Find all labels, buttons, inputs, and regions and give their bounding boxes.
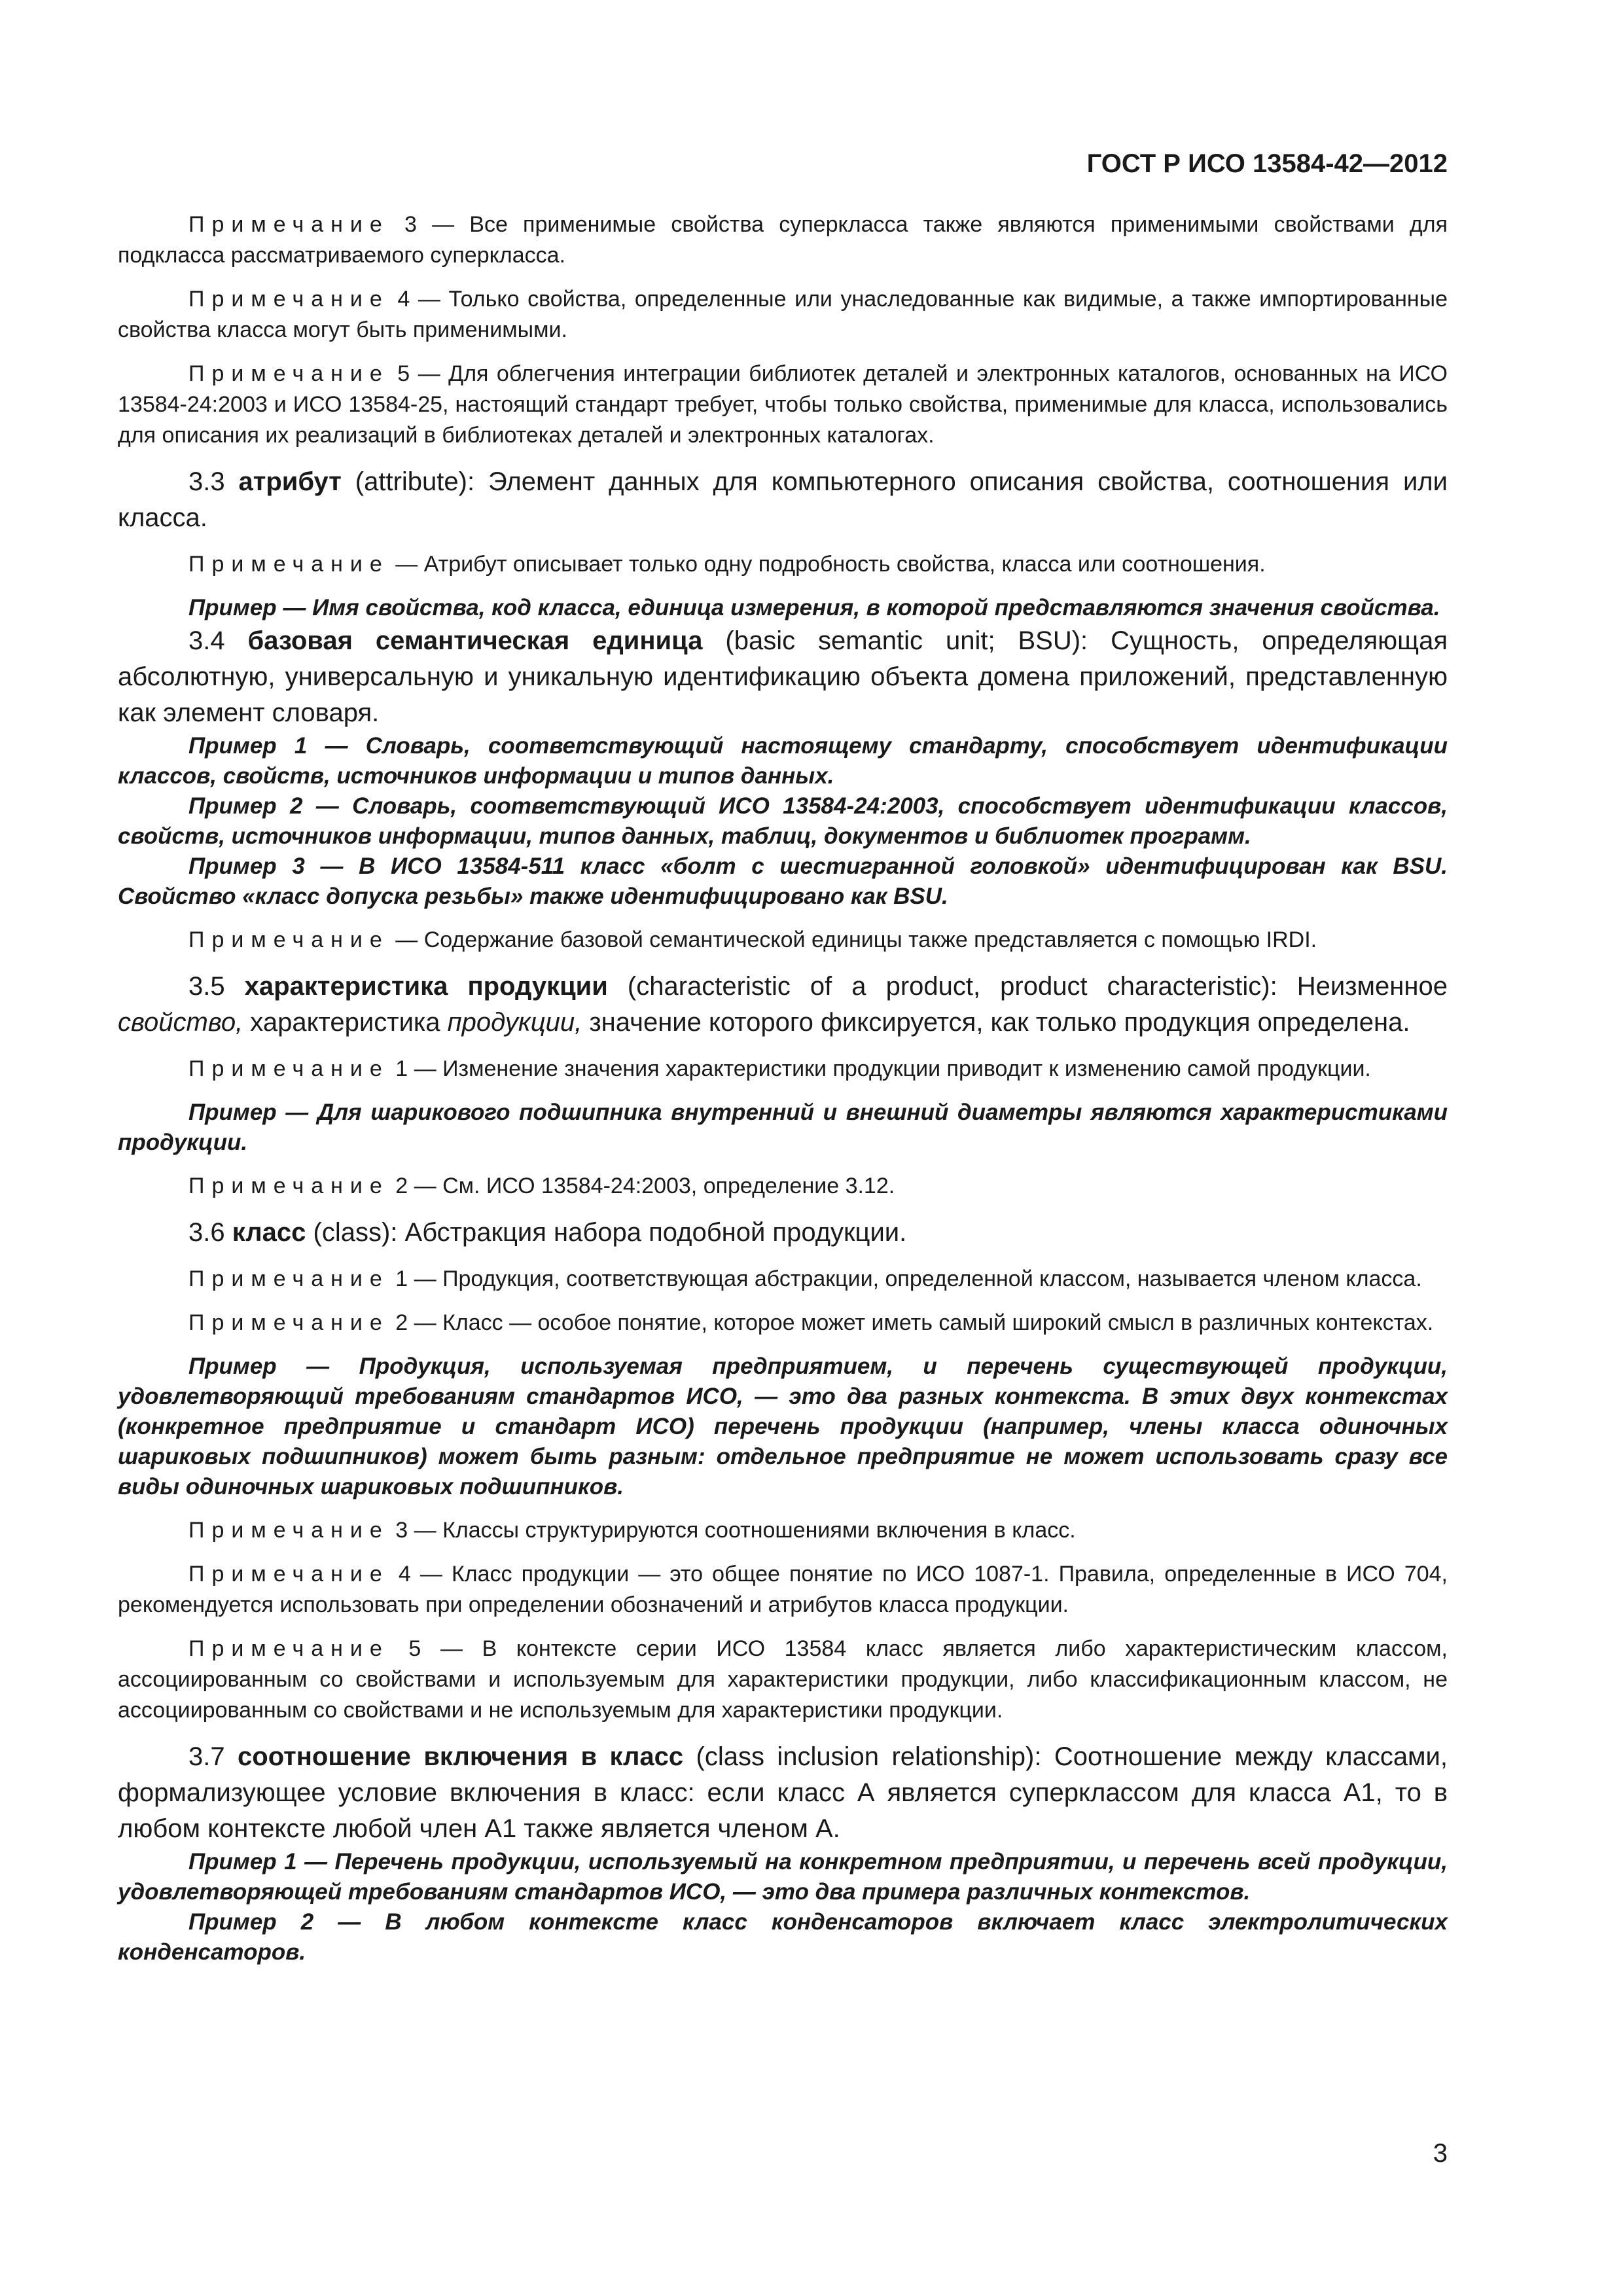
note-dash: — [418, 361, 440, 386]
term-3-3 [118, 464, 1448, 536]
term-definition: Абстракция набора подобной продукции. [404, 1218, 907, 1247]
note-text: Для облегчения интеграции библиотек деталей и электронных каталогов, основанных на ИСО 13584-24:2003 и ИСО 13584-25, настоящий стандарт требует, чтобы только свойства, применимые для класса, использовались для описания их реализаций в библиотеках деталей и электронных каталогах. [118, 361, 1448, 448]
note-number: 5 [397, 361, 410, 386]
note-3-6-2 [118, 1308, 1448, 1338]
note-dash: — [419, 1562, 442, 1587]
term-number: 3.6 [188, 1218, 225, 1247]
note-dash: — [395, 927, 418, 952]
term-definition-c: характеристика [250, 1008, 440, 1037]
example-3-4-2: Пример 2 — Словарь, соответствующий ИСО 13584-24:2003, способствует идентификации классов, свойств, источников информации, типов данных, таблиц, документов и библиотек программ. [118, 793, 1448, 849]
term-definition-b: свойство, [118, 1008, 243, 1037]
note-text: Содержание базовой семантической единицы также представляется с помощью IRDI. [423, 927, 1317, 952]
example-3-4-3: Пример 3 — В ИСО 13584-511 класс «болт с шестигранной головкой» идентифицирован как BSU. Свойство «класс допуска резьбы» также идентифицировано как BSU. [118, 853, 1448, 909]
note-4 [118, 284, 1448, 346]
note-dash: — [414, 1174, 437, 1198]
note-dash: — [414, 1056, 437, 1081]
note-label: Примечание [188, 927, 389, 952]
document-body [118, 209, 1448, 1967]
note-text: Только свойства, определенные или унаследованные как видимые, а также импортированные свойства класса могут быть применимыми. [118, 287, 1448, 342]
example-3-7-2: Пример 2 — В любом контексте класс конденсаторов включает класс электролитических конденсаторов. [118, 1909, 1448, 1965]
term-3-4 [118, 623, 1448, 731]
term-definition: Элемент данных для компьютерного описания свойства, соотношения или класса. [118, 467, 1448, 532]
term-3-6 [118, 1215, 1448, 1251]
note-number: 5 [408, 1636, 421, 1661]
note-text: Атрибут описывает только одну подробность свойства, класса или соотношения. [423, 552, 1266, 577]
note-label: Примечание [188, 1562, 389, 1587]
term-name: характеристика продукции [244, 972, 608, 1001]
note-dash: — [414, 1518, 437, 1543]
example-3-4-1: Пример 1 — Словарь, соответствующий настоящему стандарту, способствует идентификации классов, свойств, источников информации и типов данных. [118, 733, 1448, 789]
term-english: (basic semantic unit; BSU): [725, 626, 1088, 655]
note-5 [118, 359, 1448, 451]
note-3-6-4 [118, 1559, 1448, 1621]
note-dash: — [432, 212, 455, 237]
note-label: Примечание [188, 1266, 389, 1291]
note-dash: — [418, 287, 440, 312]
term-english: (attribute): [355, 467, 475, 496]
term-definition-d: продукции, [447, 1008, 582, 1037]
term-name: базовая семантическая единица [247, 626, 703, 655]
note-3 [118, 209, 1448, 271]
term-definition-a: Неизменное [1296, 972, 1448, 1001]
note-number: 1 [395, 1056, 408, 1081]
note-text: Изменение значения характеристики продукции приводит к изменению самой продукции. [442, 1056, 1371, 1081]
note-number: 1 [395, 1266, 408, 1291]
note-dash: — [440, 1636, 463, 1661]
note-dash: — [414, 1310, 437, 1335]
note-3-6-3 [118, 1515, 1448, 1546]
term-english: (class): [313, 1218, 398, 1247]
note-label: Примечание [188, 1636, 389, 1661]
term-english: (class inclusion relationship): [696, 1742, 1042, 1771]
note-label: Примечание [188, 361, 389, 386]
term-definition-e: значение которого фиксируется, как только продукция определена. [589, 1008, 1410, 1037]
note-3-6-5 [118, 1634, 1448, 1726]
note-label: Примечание [188, 1174, 389, 1198]
note-text: Все применимые свойства суперкласса также являются применимыми свойствами для подкласса рассматриваемого суперкласса. [118, 212, 1448, 268]
term-number: 3.7 [188, 1742, 225, 1771]
note-text: В контексте серии ИСО 13584 класс является либо характеристическим классом, ассоциированным со свойствами и используемым для характеристики продукции, либо классификационным классом, не ассоциированным со свойствами и не используемым для характеристики продукции. [118, 1636, 1448, 1723]
note-number: 3 [404, 212, 417, 237]
note-text: Класс продукции — это общее понятие по ИСО 1087-1. Правила, определенные в ИСО 704, рекомендуется использовать при определении обозначений и атрибутов класса продукции. [118, 1562, 1448, 1617]
note-label: Примечание [188, 1056, 389, 1081]
document-header: ГОСТ Р ИСО 13584-42—2012 [1086, 149, 1448, 178]
term-number: 3.4 [188, 626, 225, 655]
term-definition: Сущность, определяющая абсолютную, универсальную и уникальную идентификацию объекта домена приложений, представленную как элемент словаря. [118, 626, 1448, 727]
note-text: Классы структурируются соотношениями включения в класс. [442, 1518, 1076, 1543]
example-3-7-1: Пример 1 — Перечень продукции, используемый на конкретном предприятии, и перечень всей продукции, удовлетворяющей требованиям стандартов ИСО, — это два примера различных контекстов. [118, 1849, 1448, 1905]
note-label: Примечание [188, 1518, 389, 1543]
example-3-5: Пример — Для шарикового подшипника внутренний и внешний диаметры являются характеристиками продукции. [118, 1100, 1448, 1155]
note-3-5-2 [118, 1171, 1448, 1202]
note-number: 2 [395, 1174, 408, 1198]
note-label: Примечание [188, 552, 389, 577]
term-name: соотношение включения в класс [238, 1742, 684, 1771]
example-3-6: Пример — Продукция, используемая предприятием, и перечень существующей продукции, удовлетворяющий требованиям стандартов ИСО, — это два разных контекста. В этих двух контекстах (конкретное предприятие и стандарт ИСО) перечень продукции (например, члены класса одиночных шариковых подшипников) может быть разным: отдельное предприятие не может использовать сразу все виды одиночных шариковых подшипников. [118, 1354, 1448, 1499]
note-text: См. ИСО 13584-24:2003, определение 3.12. [442, 1174, 895, 1198]
example-3-3: Пример — Имя свойства, код класса, единица измерения, в которой представляются значения свойства. [188, 595, 1440, 620]
note-label: Примечание [188, 287, 389, 312]
note-label: Примечание [188, 212, 389, 237]
note-text: Продукция, соответствующая абстракции, определенной классом, называется членом класса. [442, 1266, 1422, 1291]
note-number: 3 [395, 1518, 408, 1543]
term-3-7 [118, 1739, 1448, 1847]
term-english: (characteristic of a product, product characteristic): [627, 972, 1277, 1001]
note-number: 4 [397, 287, 410, 312]
term-3-5 [118, 969, 1448, 1041]
note-3-3 [118, 549, 1448, 580]
term-name: атрибут [238, 467, 342, 496]
note-3-5-1 [118, 1054, 1448, 1085]
note-text: Класс — особое понятие, которое может иметь самый широкий смысл в различных контекстах. [442, 1310, 1434, 1335]
term-number: 3.3 [188, 467, 225, 496]
note-dash: — [414, 1266, 437, 1291]
note-dash: — [395, 552, 418, 577]
note-number: 2 [395, 1310, 408, 1335]
note-3-4 [118, 925, 1448, 956]
page-number: 3 [1433, 2139, 1448, 2168]
term-number: 3.5 [188, 972, 225, 1001]
note-label: Примечание [188, 1310, 389, 1335]
term-name: класс [232, 1218, 306, 1247]
term-definition: Соотношение между классами, формализующее условие включения в класс: если класс А является суперклассом для класса А1, то в любом контексте любой член А1 также является членом А. [118, 1742, 1448, 1843]
note-3-6-1 [118, 1264, 1448, 1295]
note-number: 4 [398, 1562, 411, 1587]
